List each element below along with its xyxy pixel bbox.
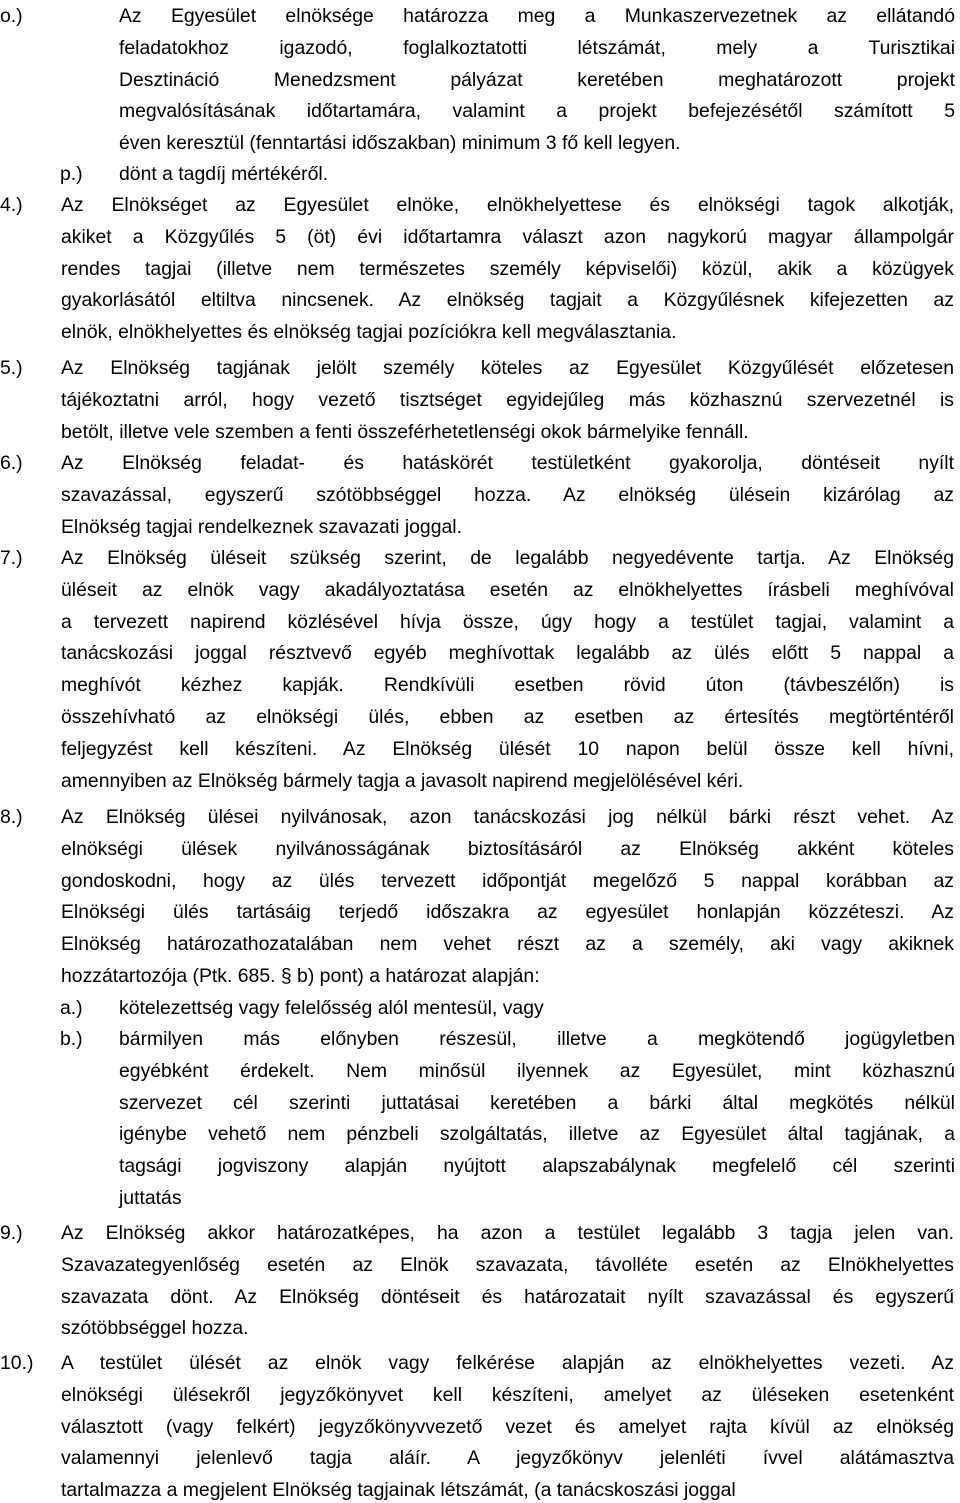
text-line: a tervezett napirend közlésével hívja össze, úgy hogy a testület tagjai, valamint a — [61, 610, 954, 633]
text-line: betölt, illetve vele szemben a fenti összeférhetetlenségi okok bármelyike fennáll. — [61, 420, 749, 443]
text-line: választott (vagy felkért) jegyzőkönyvvezető vezet és amelyet rajta kívül az elnökség — [61, 1415, 954, 1438]
text-line: amennyiben az Elnökség bármely tagja a javasolt napirend megjelölésével kéri. — [61, 769, 744, 792]
text-line: Az Elnökség tagjának jelölt személy köteles az Egyesület Közgyűlését előzetesen — [61, 357, 954, 379]
text-line: valamennyi jelenlevő tagja aláír. A jegyzőkönyv jelenléti ívvel alátámasztva — [61, 1447, 954, 1470]
paragraph-marker: 8.) — [0, 806, 23, 828]
text-line: elnökségi ülések nyilvánosságának biztosításáról az Elnökség akként köteles — [61, 837, 954, 860]
text-line: összehívható az elnökségi ülés, ebben az esetben az értesítés megtörténtéről — [61, 706, 954, 728]
text-line: Az Elnökség ülései nyilvánosak, azon tanácskozási jog nélkül bárki részt vehet. Az — [61, 806, 954, 828]
text-line: éven keresztül (fenntartási időszakban) minimum 3 fő kell legyen. — [119, 132, 681, 155]
paragraph-marker: a.) — [60, 997, 83, 1019]
text-line: kötelezettség vagy felelősség alól mentesül, vagy — [119, 997, 544, 1019]
paragraph-marker: 5.) — [0, 357, 23, 379]
text-line: Az Elnökséget az Egyesület elnöke, elnökhelyettese és elnökségi tagok alkotják, — [61, 194, 954, 216]
text-line: elnök, elnökhelyettes és elnökség tagjai pozíciókra kell megválasztania. — [61, 321, 677, 344]
paragraph-marker: 10.) — [0, 1352, 34, 1374]
text-line: akiket a Közgyűlés 5 (öt) évi időtartamra választ azon nagykorú magyar állampolgár — [61, 225, 954, 248]
paragraph-marker: p.) — [60, 163, 83, 185]
paragraph-marker: 6.) — [0, 452, 23, 474]
text-line: Elnökségi ülés tartásáig terjedő időszakra az egyesület honlapján közzéteszi. Az — [61, 901, 954, 924]
text-line: elnökségi ülésekről jegyzőkönyvet kell készíteni, amelyet az üléseken esetenként — [61, 1383, 954, 1406]
text-line: hozzátartozója (Ptk. 685. § b) pont) a határozat alapján: — [61, 965, 540, 987]
paragraph-marker: 9.) — [0, 1222, 23, 1244]
text-line: Az Elnökség feladat- és hatáskörét testületként gyakorolja, döntéseit nyílt — [61, 452, 954, 474]
text-line: gyakorlásától eltiltva nincsenek. Az elnökség tagjait a Közgyűlésnek kifejezetten az — [61, 289, 954, 312]
text-line: szervezet cél szerinti juttatásai keretében a bárki által megkötés nélkül — [119, 1091, 955, 1114]
text-line: Az Elnökség akkor határozatképes, ha azon a testület legalább 3 tagja jelen van. — [61, 1222, 954, 1244]
paragraph-marker: 4.) — [0, 194, 23, 216]
text-line: Szavazategyenlőség esetén az Elnök szavazata, távolléte esetén az Elnökhelyettes — [61, 1253, 954, 1276]
paragraph-marker: o.) — [0, 5, 23, 27]
text-line: Az Elnökség üléseit szükség szerint, de legalább negyedévente tartja. Az Elnökség — [61, 547, 954, 569]
text-line: szavazata dönt. Az Elnökség döntéseit és határozatait nyílt szavazással és egyszerű — [61, 1285, 954, 1308]
text-line: dönt a tagdíj mértékéről. — [119, 163, 329, 185]
text-line: tájékoztatni arról, hogy vezető tisztséget egyidejűleg más közhasznú szervezetnél is — [61, 388, 954, 411]
text-line: gondoskodni, hogy az ülés tervezett időpontját megelőző 5 nappal korábban az — [61, 869, 954, 892]
text-line: tartalmazza a megjelent Elnökség tagjainak létszámát, (a tanácskoszási joggal — [61, 1479, 736, 1502]
text-line: Elnökség tagjai rendelkeznek szavazati joggal. — [61, 515, 462, 538]
paragraph-marker: b.) — [60, 1028, 83, 1050]
text-line: juttatás — [119, 1187, 182, 1209]
text-line: megvalósításának időtartamára, valamint a projekt befejezésétől számított 5 — [119, 100, 955, 123]
paragraph-marker: 7.) — [0, 547, 23, 569]
text-line: szótöbbséggel hozza. — [61, 1317, 249, 1340]
text-line: tanácskozási joggal résztvevő egyéb meghívottak legalább az ülés előtt 5 nappal a — [61, 642, 954, 665]
text-line: Desztináció Menedzsment pályázat keretében meghatározott projekt — [119, 68, 955, 91]
text-line: szavazással, egyszerű szótöbbséggel hozza. Az elnökség ülésein kizárólag az — [61, 483, 954, 506]
text-line: bármilyen más előnyben részesül, illetve a megkötendő jogügyletben — [119, 1028, 955, 1050]
text-line: feladatokhoz igazodó, foglalkoztatotti létszámát, mely a Turisztikai — [119, 36, 955, 59]
text-line: Elnökség határozathozatalában nem vehet részt az a személy, aki vagy akiknek — [61, 933, 954, 956]
text-line: igénybe vehető nem pénzbeli szolgáltatás, illetve az Egyesület által tagjának, a — [119, 1123, 955, 1146]
text-line: meghívót kézhez kapják. Rendkívüli esetben rövid úton (távbeszélőn) is — [61, 674, 954, 697]
text-line: Az Egyesület elnöksége határozza meg a Munkaszervezetnek az ellátandó — [119, 5, 955, 27]
text-line: üléseit az elnök vagy akadályoztatása esetén az elnökhelyettes írásbeli meghívóval — [61, 578, 954, 601]
text-line: rendes tagjai (illetve nem természetes személy képviselői) közül, akik a közügyek — [61, 257, 954, 280]
text-line: egyébként érdekelt. Nem minősül ilyennek az Egyesület, mint közhasznú — [119, 1059, 955, 1082]
text-line: A testület ülését az elnök vagy felkérése alapján az elnökhelyettes vezeti. Az — [61, 1352, 954, 1374]
text-line: feljegyzést kell készíteni. Az Elnökség ülését 10 napon belül össze kell hívni, — [61, 737, 954, 760]
text-line: tagsági jogviszony alapján nyújtott alapszabálynak megfelelő cél szerinti — [119, 1155, 955, 1178]
